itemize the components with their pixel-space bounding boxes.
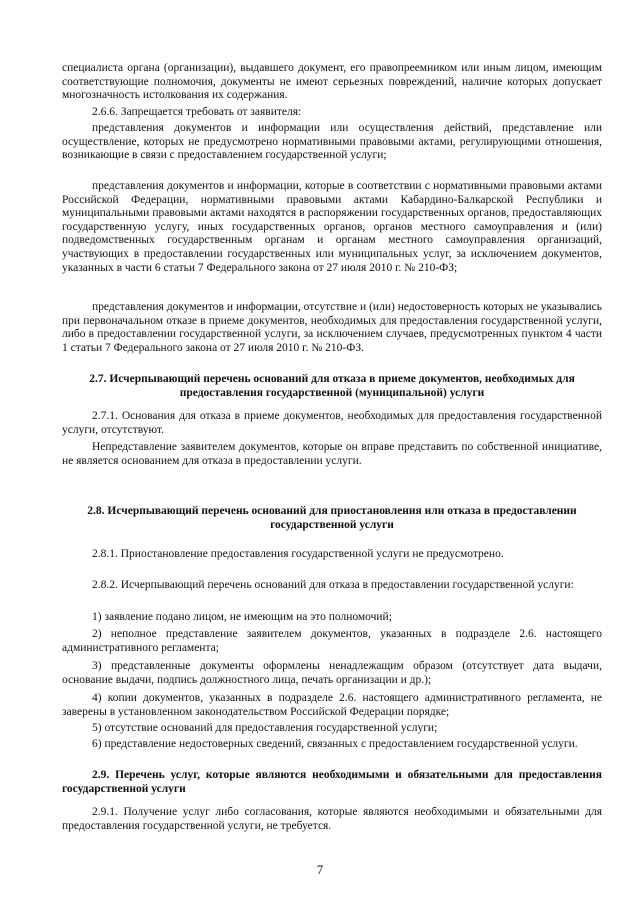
paragraph-2-6-6-item-c: представления документов и информации, отсутствие и (или) недостоверность которых не указывались при первоначальном отказе в приеме документов, необходимых для предоставления государственной услуги, либо в предоставлении государственной услуги, за исключением случаев, предусмотренных пунктом 4 части 1 статьи 7 Федерального закона от 27 июля 2010 г. № 210-ФЗ. (62, 301, 602, 354)
paragraph-2-6-6-item-a: представления документов и информации или осуществления действий, представление или осуществление, которых не предусмотрено нормативными правовыми актами, регулирующими отношения, возникающие в связи с предоставлением государственной услуги; (62, 122, 602, 162)
page-number: 7 (316, 862, 324, 877)
section-heading-2-9: 2.9. Перечень услуг, которые являются необходимыми и обязательными для предоставления государственной услуги (62, 769, 602, 795)
paragraph-2-6-6: 2.6.6. Запрещается требовать от заявителя: (92, 106, 302, 118)
paragraph-intro: специалиста органа (организации), выдавшего документ, его правопреемником или иным лицом, имеющим соответствующие полномочия, документы не имеют серьезных повреждений, наличие которых допускает многозначность истолкования их содержания. (62, 62, 602, 102)
section-heading-2-8: 2.8. Исчерпывающий перечень оснований для приостановления или отказа в предоставлении государственной услуги (87, 505, 577, 531)
paragraph-2-7-1: 2.7.1. Основания для отказа в приеме документов, необходимых для предоставления государственной услуги, отсутствуют. (62, 410, 602, 436)
paragraph-2-8-1: 2.8.1. Приостановление предоставления государственной услуги не предусмотрено. (92, 548, 504, 560)
section-heading-2-7: 2.7. Исчерпывающий перечень оснований для отказа в приеме документов, необходимых для предоставления государственной (муниципальной) услуги (89, 373, 575, 399)
paragraph-2-8-2: 2.8.2. Исчерпывающий перечень оснований для отказа в предоставлении государственной услуги: (92, 579, 574, 591)
list-item-4: 4) копии документов, указанных в подразделе 2.6. настоящего административного регламента, не заверены в установленном законодательством Российской Федерации порядке; (62, 692, 602, 718)
paragraph-2-6-6-item-b: представления документов и информации, которые в соответствии с нормативными правовыми актами Российской Федерации, нормативными правовыми актами Кабардино-Балкарской Республики и муниципальными правовыми актами находятся в распоряжении государственных органов, предоставляющих государственную услугу, иных государственных органов, органов местного самоуправления и (или) подведомственных государственным органам и органам местного самоуправления организаций, участвующих в предоставлении государственных или муниципальных услуг, за исключением документов, указанных в части 6 статьи 7 Федерального закона от 27 июля 2010 г. № 210-ФЗ; (62, 180, 602, 274)
list-item-3: 3) представленные документы оформлены ненадлежащим образом (отсутствует дата выдачи, основание выдачи, подпись должностного лица, печать организации и др.); (62, 660, 602, 686)
list-item-6: 6) представление недостоверных сведений, связанных с предоставлением государственной услуги. (92, 738, 578, 750)
paragraph-2-7-1-b: Непредставление заявителем документов, которые он вправе представить по собственной инициативе, не является основанием для отказа в предоставлении услуги. (62, 441, 602, 467)
paragraph-2-9-1: 2.9.1. Получение услуг либо согласования, которые являются необходимыми и обязательными для предоставления государственной услуги, не требуется. (62, 806, 602, 832)
list-item-2: 2) неполное представление заявителем документов, указанных в подразделе 2.6. настоящего административного регламента; (62, 628, 602, 654)
list-item-5: 5) отсутствие оснований для предоставления государственной услуги; (92, 722, 438, 734)
list-item-1: 1) заявление подано лицом, не имеющим на это полномочий; (92, 611, 392, 623)
